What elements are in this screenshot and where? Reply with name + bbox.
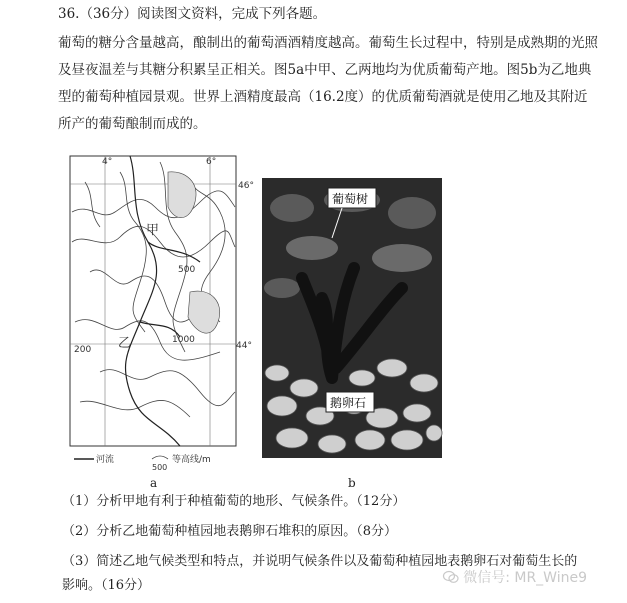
contour-200-label: 200	[74, 345, 92, 355]
legend-contour-label: 等高线/m	[172, 455, 211, 465]
watermark-text: 微信号: MR_Wine9	[463, 570, 587, 586]
wechat-icon	[443, 570, 459, 584]
photo-drawing	[262, 178, 442, 458]
question-paragraph	[58, 30, 613, 138]
pebbles-label: 鹅卵石	[330, 396, 367, 410]
contour-1000-label: 1000	[172, 335, 195, 345]
paragraph-line: 及昼夜温差与其糖分积累呈正相关。图5a中甲、乙两地均为优质葡萄产地。图5b为乙地典	[58, 62, 592, 78]
legend-contour-value: 500	[152, 463, 168, 472]
sub-question-3-line: 影响。（16分）	[62, 578, 151, 593]
latitude-44-label: 44°	[236, 341, 252, 351]
contour-legend-symbol	[152, 456, 168, 459]
contour-500-label: 500	[178, 265, 196, 275]
figure-a-map	[60, 152, 254, 472]
grapevine-label: 葡萄树	[332, 192, 369, 206]
sub-question-2: （2）分析乙地葡萄种植园地表鹅卵石堆积的原因。（8分）	[62, 524, 398, 539]
figure-a-caption: a	[150, 476, 158, 490]
longitude-4-label: 4°	[102, 157, 113, 167]
paragraph-line: 所产的葡萄酿制而成的。	[58, 116, 207, 132]
question-heading: 36.（36分）阅读图文资料，完成下列各题。	[58, 6, 327, 22]
figure-b-caption: b	[348, 476, 356, 490]
paragraph-line: 型的葡萄种植园景观。世界上酒精度最高（16.2度）的优质葡萄酒就是使用乙地及其附近	[58, 89, 588, 105]
latitude-46-label: 46°	[238, 181, 254, 191]
watermark	[443, 567, 587, 587]
location-yi-label: 乙	[118, 336, 132, 351]
legend-river-label: 河流	[96, 455, 115, 465]
longitude-6-label: 6°	[206, 157, 217, 167]
sub-question-1: （1）分析甲地有利于种植葡萄的地形、气候条件。（12分）	[62, 494, 406, 509]
figure-b-photo	[262, 178, 442, 458]
location-jia-label: 甲	[146, 223, 160, 238]
paragraph-line: 葡萄的糖分含量越高，酿制出的葡萄酒酒精度越高。葡萄生长过程中，特别是成熟期的光照	[58, 35, 598, 51]
map-drawing	[60, 152, 254, 472]
sub-question-3-line: （3）简述乙地气候类型和特点，并说明气候条件以及葡萄种植园地表鹅卵石对葡萄生长的	[62, 554, 578, 569]
